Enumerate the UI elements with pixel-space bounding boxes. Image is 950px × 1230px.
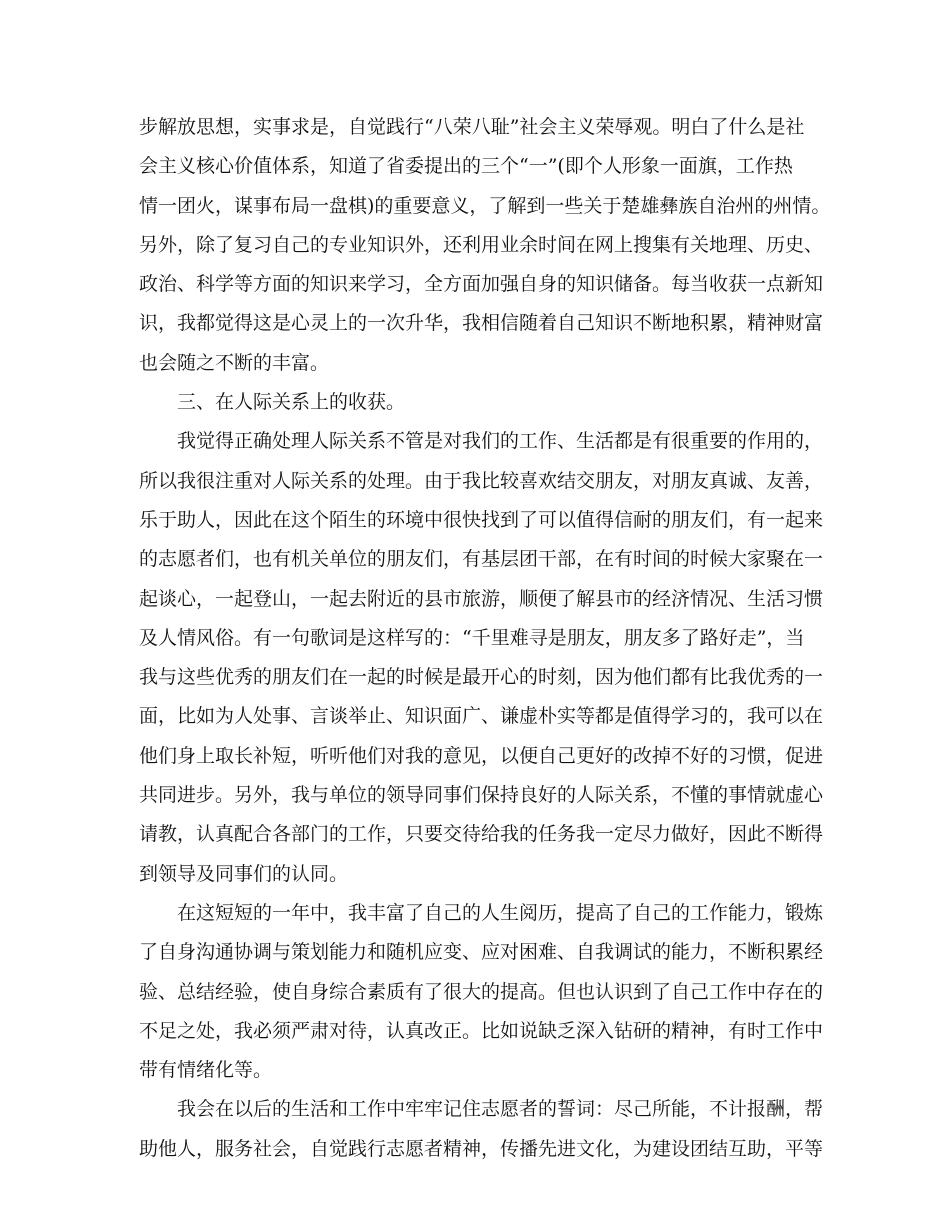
text-line: 的志愿者们，也有机关单位的朋友们，有基层团干部，在有时间的时候大家聚在一 <box>139 548 824 571</box>
text-line: 助他人，服务社会，自觉践行志愿者精神，传播先进文化，为建设团结互助，平等 <box>139 1137 824 1160</box>
text-line: 他们身上取长补短，听听他们对我的意见，以便自己更好的改掉不好的习惯，促进 <box>139 744 824 767</box>
text-line: 也会随之不断的丰富。 <box>139 351 330 374</box>
text-line: 在这短短的一年中，我丰富了自己的人生阅历，提高了自己的工作能力，锻炼 <box>177 901 824 924</box>
text-line: 我觉得正确处理人际关系不管是对我们的工作、生活都是有很重要的作用的， <box>177 430 824 453</box>
text-line: 所以我很注重对人际关系的处理。由于我比较喜欢结交朋友，对朋友真诚、友善， <box>139 469 824 492</box>
text-line: 不足之处，我必须严肃对待，认真改正。比如说缺乏深入钻研的精神，有时工作中 <box>139 1019 824 1042</box>
text-line: 验、总结经验，使自身综合素质有了很大的提高。但也认识到了自己工作中存在的 <box>139 980 824 1003</box>
text-line: 面，比如为人处事、言谈举止、知识面广、谦虚朴实等都是值得学习的，我可以在 <box>139 705 824 728</box>
text-line: 乐于助人，因此在这个陌生的环境中很快找到了可以值得信耐的朋友们，有一起来 <box>139 508 824 531</box>
document-body <box>139 108 839 1169</box>
text-line: 我与这些优秀的朋友们在一起的时候是最开心的时刻，因为他们都有比我优秀的一 <box>139 666 824 689</box>
text-line: 政治、科学等方面的知识来学习，全方面加强自身的知识储备。每当收获一点新知 <box>139 273 824 296</box>
text-line: 请教，认真配合各部门的工作，只要交待给我的任务我一定尽力做好，因此不断得 <box>139 823 824 846</box>
text-line: 了自身沟通协调与策划能力和随机应变、应对困难、自我调试的能力，不断积累经 <box>139 941 824 964</box>
text-line: 三、在人际关系上的收获。 <box>177 391 406 414</box>
text-line: 会主义核心价值体系，知道了省委提出的三个“一”(即个人形象一面旗，工作热 <box>139 155 793 178</box>
text-line: 共同进步。另外，我与单位的领导同事们保持良好的人际关系，不懂的事情就虚心 <box>139 784 824 807</box>
text-line: 另外，除了复习自己的专业知识外，还利用业余时间在网上搜集有关地理、历史、 <box>139 233 824 256</box>
text-line: 带有情绪化等。 <box>139 1059 273 1082</box>
text-line: 我会在以后的生活和工作中牢牢记住志愿者的誓词：尽己所能，不计报酬，帮 <box>177 1098 824 1121</box>
text-line: 识，我都觉得这是心灵上的一次升华，我相信随着自己知识不断地积累，精神财富 <box>139 312 824 335</box>
text-line: 及人情风俗。有一句歌词是这样写的：“千里难寻是朋友，朋友多了路好走”，当 <box>139 626 805 649</box>
text-line: 情一团火，谋事布局一盘棋)的重要意义，了解到一些关于楚雄彝族自治州的州情。 <box>139 194 831 217</box>
text-line: 到领导及同事们的认同。 <box>139 862 349 885</box>
text-line: 步解放思想，实事求是，自觉践行“八荣八耻”社会主义荣辱观。明白了什么是社 <box>139 116 805 138</box>
text-line: 起谈心，一起登山，一起去附近的县市旅游，顺便了解县市的经济情况、生活习惯 <box>139 587 824 610</box>
